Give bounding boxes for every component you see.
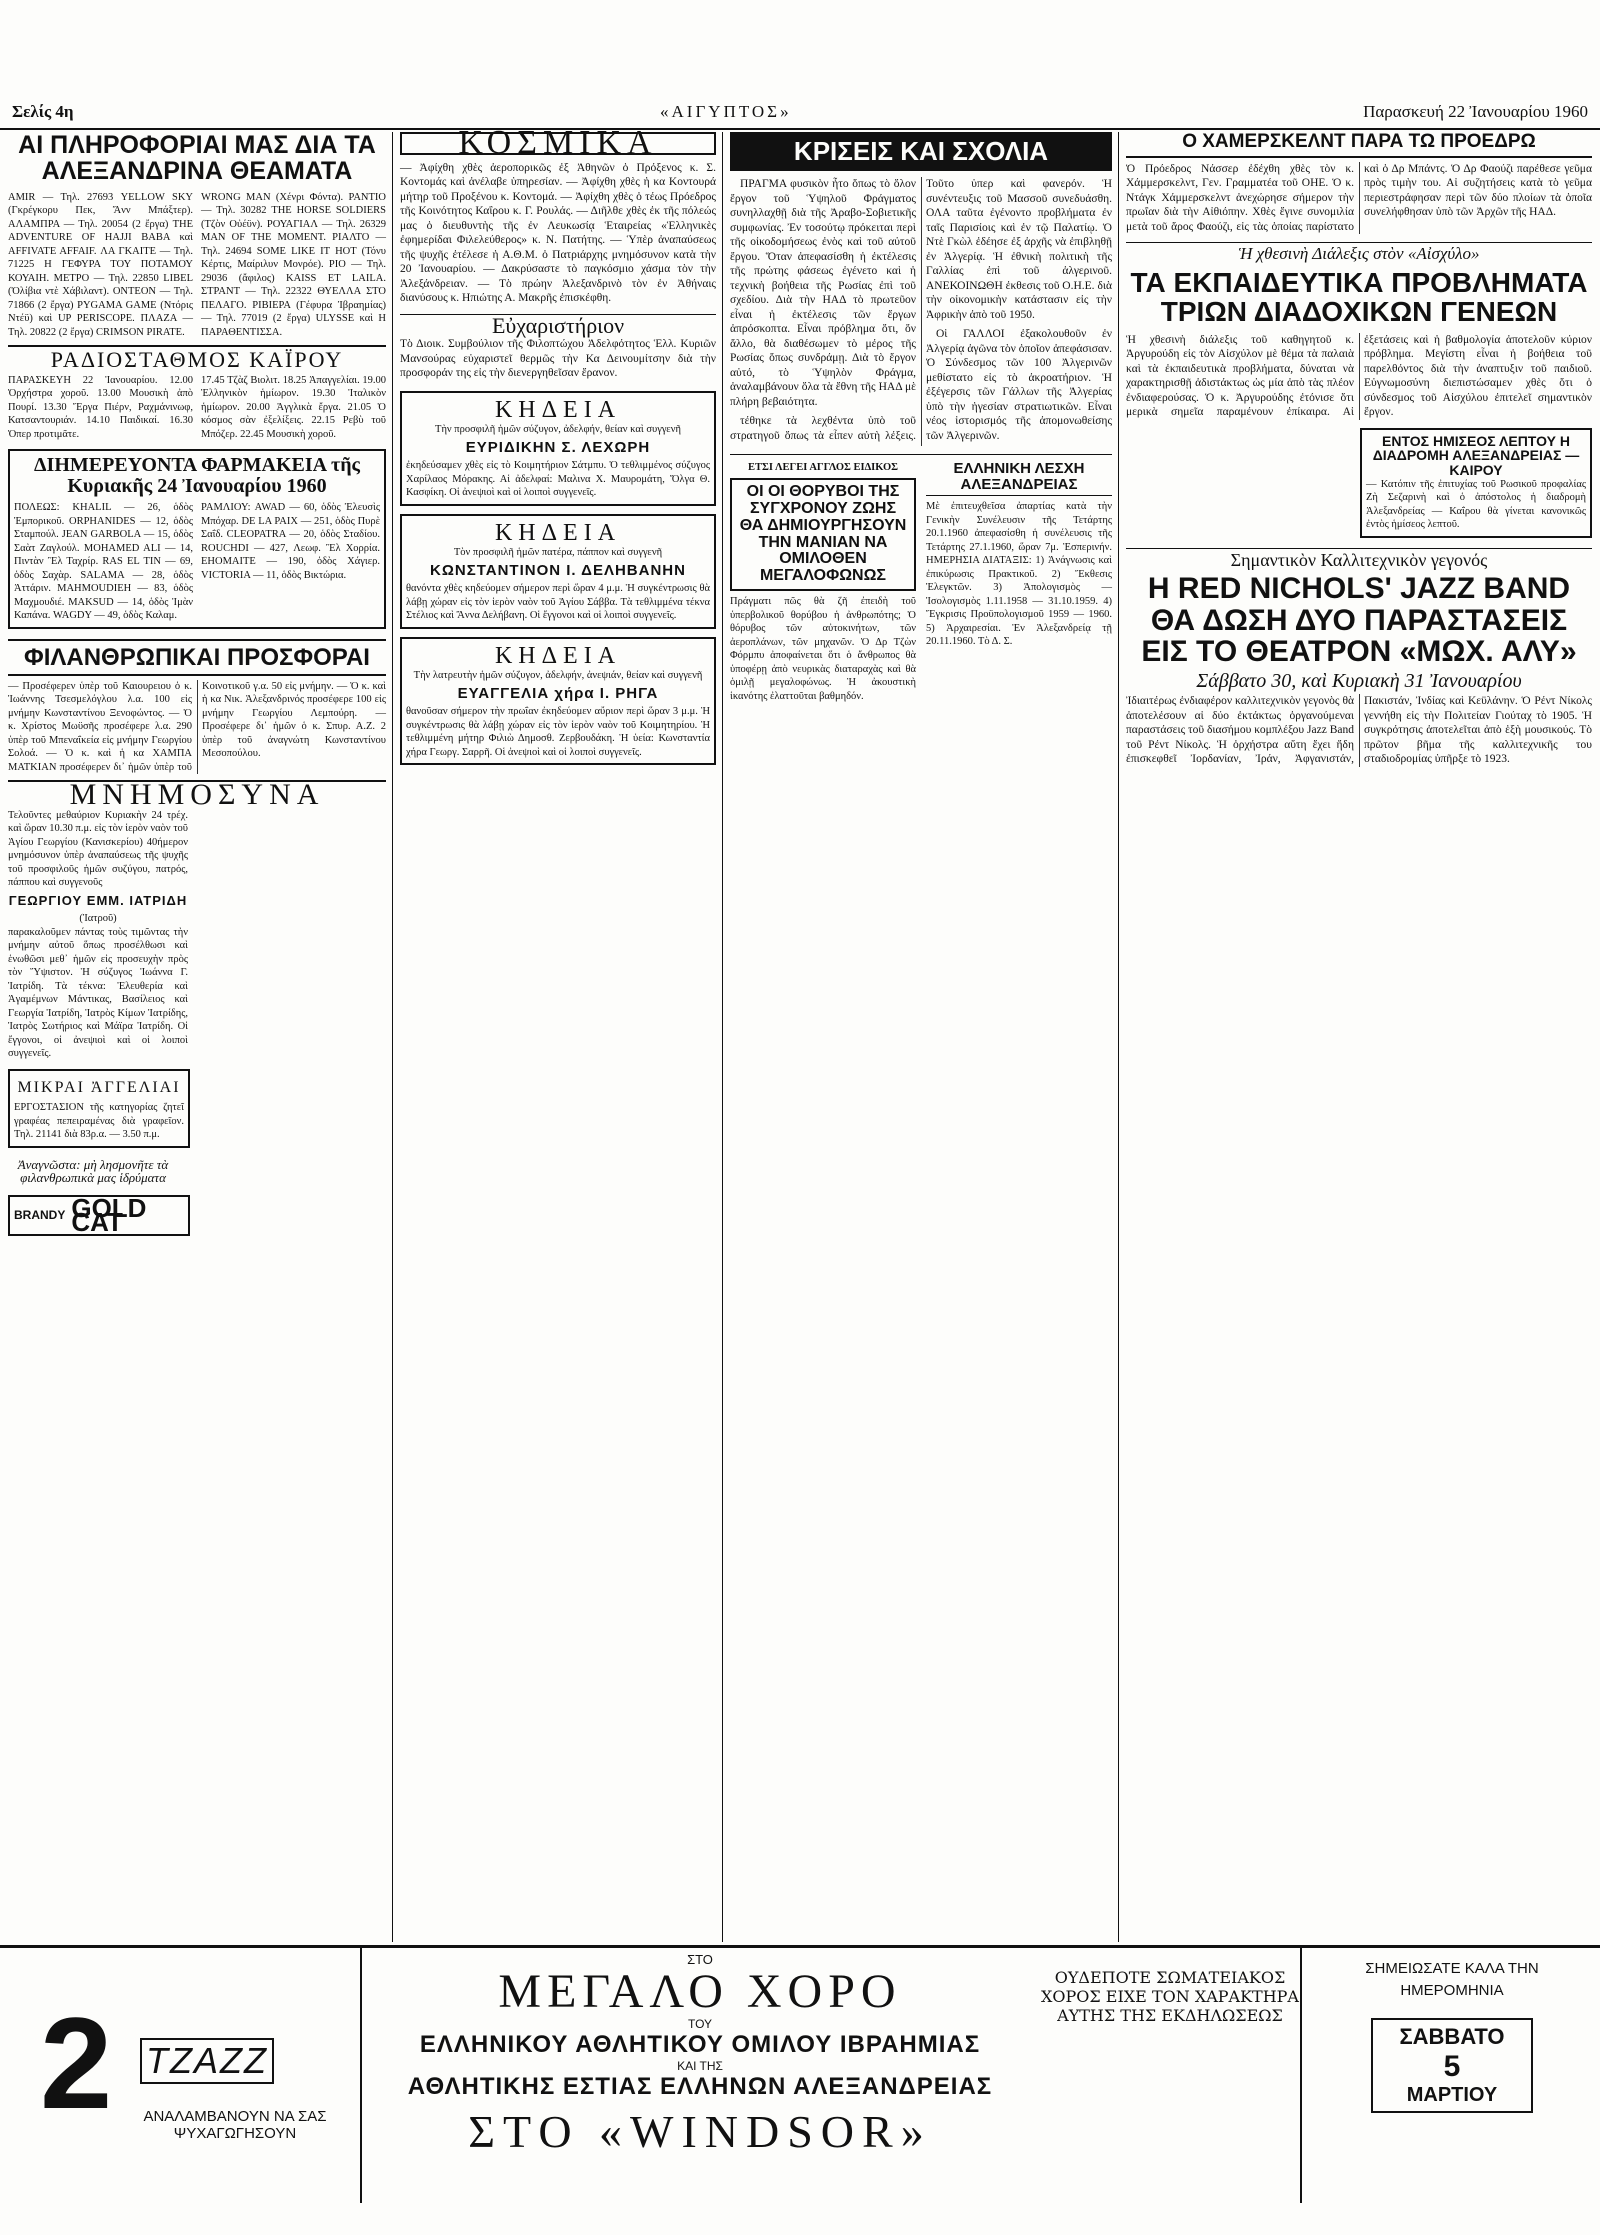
transport-headline: ΕΝΤΟΣ ΗΜΙΣΕΟΣ ΛΕΠΤΟΥ Η ΔΙΑΔΡΟΜΗ ΑΛΕΞΑΝΔΡΕΙΑΣ — ΚΑΙΡΟΥ — [1372, 432, 1580, 479]
cinema-list-right: WRONG MAN (Χένρι Φόντα). ΡΑΝΤΙΟ — Τηλ. 30282 THE HORSE SOLDIERS (Τζὸν Οὐέϋν). ΡΟΥΑΓΙΑΛ — Τηλ. 26329 MAN OF THE MOMENT. ΡΙΑΛΤΟ — Τηλ. 24694 SOME LIKE IT HOT (Τόνυ Κέρτις, Μαίριλυν Μονρόε). ΡΙΟ — Τηλ. 29036 (ἄφιλος) KAISS ET LAILA. ΣΤΡΑΝΤ — Τηλ. 22322 ΘΥΕΛΛΑ ΣΤΟ ΠΕΛΑΓΟ. ΡΙΒΙΕΡΑ (Γέφυρα Ἰβραημίας) — Τηλ. 77019 (2 ἔργα) ULYSSE καὶ Η ΠΑΡΑΘΕΝΤΙΣΣΑ. — [201, 191, 386, 338]
jazz-ad-block — [0, 1948, 362, 2203]
radio-schedule-left: ΠΑΡΑΣΚΕΥΗ 22 Ἰανουαρίου. 12.00 Ὀρχήστρα χοροῦ. 13.00 Μουσικὴ ἀπὸ Πουρί. 13.30 Ἔργα Πιέρν, Ραχμάνινωφ, Κατσαντουριάν. 14.10 Παιδικαί. 16.30 Ὀπερ προτιμᾶτε. — [8, 374, 193, 440]
funeral-name-1: ΕΥΡΙΔΙΚΗΝ Σ. ΛΕΧΩΡΗ — [465, 438, 651, 456]
page-number: Σελίς 4η — [12, 102, 74, 121]
lecture-text: Ἡ χθεσινὴ διάλεξις τοῦ καθηγητοῦ κ. Ἀργυρούδη εἰς τὸν Αἰσχύλον μὲ θέμα τὰ παλαιὰ καὶ τὰ ἐκπαιδευτικὰ προβλήματα, δύναται νὰ χαρακτηρισθῇ ἀδιστάκτως ὡς μία ἀπὸ τὰς πλέον ἐνδιαφερούσας. Ὁ κ. Ἀργυρούδης ἐτόνισε ὅτι μερικὰ σημεῖα παραμένουν ἐπίκαιρα. Αἱ ἐξετάσεις καὶ ἡ βαθμολογία ἀποτελοῦν κύριον πρόβλημα. Μεγίστη εἶναι ἡ βοήθεια τοῦ παρελθόντος διὰ τὴν ἀναπτυξιν τοῦ παιδιοῦ. Εὐγνωμοσύνη διεπιστώσαμεν χθὲς ὅτι ὁ σύνδεσμος τοῦ Αἰσχύλου ἐπιτελεῖ σημαντικὸν ἔργον. — [1126, 333, 1592, 419]
funeral-name-3: ΕΥΑΓΓΕΛΙΑ χήρα Ι. ΡΗΓΑ — [457, 684, 659, 702]
ad-date-block — [1300, 1948, 1600, 2203]
column-divider — [722, 132, 723, 1942]
social-title: ΚΟΣΜΙΚΑ — [400, 132, 716, 155]
newspaper-name: «ΑΙΓΥΠΤΟΣ» — [660, 102, 792, 121]
funeral-body-3: θανοῦσαν σήμερον τὴν πρωΐαν ἐκηδεύομεν αὔριον περὶ ὥραν 3 μ.μ. Ἡ συγκέντρωσις θὰ λάβῃ χώραν εἰς τὸν ἱερὸν ναὸν τοῦ Κοιμητηρίου. Ἡ τεθλιμμένη μήτηρ Φιλιὼ Δημοσθ. Ζερβουδάκη. Ἡ ὑεία: Κωνσταντία χήρα Γεωργ. Σαρρῆ. Οἱ ἀνεψιοὶ καὶ οἱ λοιποὶ συγγενεῖς. — [406, 706, 710, 758]
noise-kicker: ΕΤΣΙ ΛΕΓΕΙ ΑΓΓΛΟΣ ΕΙΔΙΚΟΣ — [748, 461, 898, 473]
ad-windsor: ΣΤΟ «WINDSOR» — [468, 2106, 932, 2157]
classified-ad: ΕΡΓΟΣΤΑΣΙΟΝ τῆς κατηγορίας ζητεῖ γραφέας πεπειραμένας διὰ γραφεῖον. Τηλ. 21141 διὰ 83ρ.α. — 3.50 π.μ. — [14, 1102, 184, 1141]
noise-headline: ΟΙ ΟΙ ΘΟΡΥΒΟΙ ΤΗΣ ΣΥΓΧΡΟΝΟΥ ΖΩΗΣ ΘΑ ΔΗΜΙΟΥΡΓΗΣΟΥΝ ΤΗΝ ΜΑΝΙΑΝ ΝΑ ΟΜΙΛΟΘΕΝ ΜΕΓΑΛΟΦΩΝΩΣ — [730, 478, 916, 591]
main-ad-block — [360, 1948, 1040, 2203]
ad-day: 5 — [1443, 2050, 1461, 2083]
radio-schedule-right: 17.45 Τζὰζ Βιολιτ. 18.25 Ἀπαγγελίαι. 19.00 Ἑλληνικὸν ἡμίωρον. 19.30 Ἰταλικὸν ἡμίωρον. 20.00 Ἀγγλικὰ ἔργα. 21.05 Ὁ κόσμος σὰν ἐξελίξεις. 22.15 Ρεβὺ τοῦ Μπόζερ. 22.45 Μουσικὴ χοροῦ. — [201, 374, 386, 440]
memorials-title: ΜΝΗΜΟΣΥΝΑ — [8, 780, 386, 803]
cinema-headline: ΑΙ ΠΛΗΡΟΦΟΡΙΑΙ ΜΑΣ ΔΙΑ ΤΑ ΑΛΕΞΑΝΔΡΙΝΑ ΘΕΑΜΑΤΑ — [18, 131, 376, 186]
noise-article: Πράγματι πῶς θὰ ζῆ ἐπειδὴ τοῦ ὑπερβολικοῦ θορύβου ἡ ἀνθρωπότης; Ὁ θόρυβος τῶν αὐτοκινήτων, τῶν ἀεροπλάνων, τῶν μηχανῶν. Ὁ Δρ Τζὼν Φόρμπυ ἀποφαίνεται ὅτι ὁ ἄνθρωπος θὰ ὑποφέρῃ ἀπὸ νευρικὰς διαταραχὰς καὶ θὰ ὁμιλῇ μεγαλοφώνως. Ἡ ἀκουστικὴ ἱκανότης ἐλαττοῦται βαθμηδόν. — [730, 596, 916, 702]
memorial-subtitle: (Ἰατροῦ) — [79, 913, 117, 925]
hammarskjold-headline: Ο ΧΑΜΕΡΣΚΕΛΝΤ ΠΑΡΑ ΤΩ ΠΡΟΕΔΡΩ — [1126, 132, 1592, 158]
thanks-text: Τὸ Διοικ. Συμβούλιον τῆς Φιλοπτώχου Ἀδελφότητος Ἑλλ. Κυριῶν Μανσούρας εὐχαριστεῖ θερμῶς τὴν Κα Δεινουμίτσην διὰ τὴν προσφοράν της εἰς τὴν διενεργηθεῖσαν ἔρανον. — [400, 338, 716, 379]
social-news: — Ἀφίχθη χθὲς ἀεροπορικῶς ἐξ Ἀθηνῶν ὁ Πρόξενος κ. Σ. Κοντομάς καὶ ἀνέλαβε ὑπηρεσίαν. — Ἀφίχθη χθὲς ἡ κα Κοντουρά μήτηρ τοῦ Προξένου κ. Κοντομά. — Ἀφίχθη χθὲς ὁ τέως Πρόεδρος τῆς Κοινότητος Καΐρου κ. Γ. Ρουλάς. — Διῆλθε χθὲς ἐκ τῆς πόλεώς μας ὁ διευθυντὴς τῆς ἐν Λευκωσίᾳ Ἑταιρείας «Ἑλληνικὲς ἐφημερίδαι Φιλελεύθερος» κ. Ν. Πατήτης. — Ὑπὲρ ἀναπαύσεως τῆς ψυχῆς ἐτέλεσε ἡ Α.Θ.Μ. ὁ Πατριάρχης μνημόσυνον κατὰ τὴν 20 Ἰανουαρίου. — Δακρύσαστε τὸ παγκόσμιο χάσμα τὸν τὴν Ἀλεξάνδρειαν. — Τὸ πρώην Ἀλεξανδρινὸ τὸν ἐν Ἀθήναις διανύσους κ. Ηπιώτης Α. Μακρῆς ἐπισκέφθη. — [400, 161, 716, 304]
ad-kai-tis: ΚΑΙ ΤΗΣ — [677, 2059, 723, 2073]
club-title: ΕΛΛΗΝΙΚΗ ΛΕΣΧΗ ΑΛΕΞΑΝΔΡΕΙΑΣ — [926, 461, 1112, 497]
ad-org-2: ΑΘΛΗΤΙΚΗΣ ΕΣΤΙΑΣ ΕΛΛΗΝΩΝ ΑΛΕΞΑΝΔΡΕΙΑΣ — [407, 2073, 993, 2100]
pharmacies-title: ΔΙΗΜΕΡΕΥΟΝΤΑ ΦΑΡΜΑΚΕΙΑ τῆς Κυριακῆς 24 Ἰανουαρίου 1960 — [34, 454, 360, 497]
funeral-body-2: θανόντα χθὲς κηδεύομεν σήμερον περὶ ὥραν 4 μ.μ. Ἡ συγκέντρωσις θὰ λάβῃ χώραν εἰς τὸν ἱερὸν ναὸν τοῦ Ἁγίου Σάββα. Τὰ τεθλιμμένα τέκνα Στέλιος καὶ Ἄννα Δελήβανη. Οἱ ἔγγονοι καὶ οἱ λοιποὶ συγγενεῖς. — [406, 583, 710, 621]
ad-sto: ΣΤΟ — [687, 1952, 713, 1967]
memorial-intro: Τελοῦντες μεθαύριον Κυριακὴν 24 τρέχ. καὶ ὥραν 10.30 π.μ. εἰς τὸν ἱερὸν ναὸν τοῦ Ἁγίου Γεωργίου (Κανισκερίου) 40ήμερον μνημόσυνον ὑπὲρ ἀναπαύσεως τῆς ψυχῆς τοῦ προσφιλοῦς ἡμῶν συζύγου, πατρός, πάππου καὶ συγγενοῦς — [8, 809, 188, 889]
classifieds-title: ΜΙΚΡΑΙ ἈΓΓΕΛΙΑΙ — [17, 1078, 181, 1096]
funeral-title-3: ΚΗΔΕΙΑ — [494, 642, 622, 669]
ad-note: ΣΗΜΕΙΩΣΑΤΕ ΚΑΛΑ ΤΗΝ ΗΜΕΡΟΜΗΝΙΑ — [1365, 1960, 1539, 1999]
philanthropic-text: — Προσέφερεν ὑπὲρ τοῦ Καιουρειου ὁ κ. Ἰωάννης Τσεσμελόγλου λ.α. 100 εἰς μνήμην Κωνσταντίνου Ξενοφώντος. — Ὁ κ. Χρίστος Μωϋσῆς προσέφερε λ.α. 290 ὑπὲρ τοῦ Μπεναΐκεία εἰς μνήμην Γεωργίου Σολοά. — Ὁ κ. καὶ ἡ κα ΧΑΜΠΑ ΜΑΤΚΙΑΝ προσέφερεν δι᾽ ἡμῶν ὑπὲρ τοῦ Κοινοτικοῦ γ.α. 50 εἰς μνήμην. — Ὁ κ. καὶ ἡ κα Νικ. Ἀλεξανδρινός προσέφερε 100 εἰς μνήμην Γεωργίου Λεμπούρη. — Προσέφερε δι᾽ ἡμῶν ὁ κ. Σπυρ. Α.Ζ. 2 ὑπὲρ τοῦ ἀναγνώτη Κωνσταντίνου Μεσοπούλου. — [8, 680, 386, 773]
funeral-title-1: ΚΗΔΕΙΑ — [494, 396, 622, 423]
lecture-headline: ΤΑ ΕΚΠΑΙΔΕΥΤΙΚΑ ΠΡΟΒΛΗΜΑΤΑ ΤΡΙΩΝ ΔΙΑΔΟΧΙΚΩΝ ΓΕΝΕΩΝ — [1130, 266, 1588, 328]
page-header — [0, 98, 1600, 130]
jazz-count: 2 — [40, 1990, 113, 2136]
issue-date: Παρασκευή 22 Ἰανουαρίου 1960 — [1363, 102, 1588, 121]
transport-text: — Κατόπιν τῆς ἐπιτυχίας τοῦ Ρωσικοῦ προφαλίας Ζὴ Σεζαρινὴ καὶ ὁ ἀπόστολος ἡ διαδρομὴ Ἀλεξανδρείας — Καΐρου θὰ γίνεται κανονικῶς ἐντὸς ἡμίσεος λεπτοῦ. — [1366, 478, 1586, 531]
column-divider — [392, 132, 393, 1942]
funeral-notice-1 — [400, 391, 716, 506]
funeral-title-2: ΚΗΔΕΙΑ — [494, 519, 622, 546]
thanks-title: Εὐχαριστήριον — [400, 314, 716, 334]
pharmacies-ramleh: ΡΑΜΛΙΟΥ: AWAD — 60, ὁδὸς Ἐλευσὶς Μπόχαρ. DE LA PAIX — 251, ὁδὸς Πυρὲ Σαΐδ. CLEOPATRA — 20, ὁδὸς Σταδίου. ROUCHDI — 427, Λεωφ. Ἒλ Χορρία. EHOMAITE — 190, ὁδὸς Χάγιερ. VICTORIA — 11, ὁδὸς Βικτώρια. — [201, 502, 380, 581]
jazz-dates: Σάββατο 30, καὶ Κυριακὴ 31 Ἰανουαρίου — [1196, 669, 1522, 692]
jazz-headline: Η RED NICHOLS' JAZZ BAND ΘΑ ΔΩΣΗ ΔΥΟ ΠΑΡΑΣΤΑΣΕΙΣ ΕΙΣ ΤΟ ΘΕΑΤΡΟΝ «ΜΩΧ. ΑΛΥ» — [1141, 572, 1577, 669]
editorial-text-1: ΠΡΑΓΜΑ φυσικὸν ἦτο ὅπως τὸ ὅλον ἔργον τοῦ Ὑψηλοῦ Φράγματος συνηλλαχθῇ διὰ τῆς Ἀραβο-Σοβιετικῆς συμφωνίας. Ἐν τοσούτῳ πρόκειται περὶ τῆς οἰκοδομήσεως ἐνὸς καὶ τοῦ αὐτοῦ ἔργου. Ὅταν ἀπεφασίσθη ἡ ἐκτέλεσις τῆς πρώτης φάσεως ἐγένετο καὶ ἡ τεχνικὴ βοήθεια τῆς Ρωσίας ἐπὶ τοῦ σχεδίου. Διὰ τὴν ΗΑΔ τὸ πρωτεῦον εἶναι ἡ ἐκτέλεσις τῶν ἔργων ἀπρόσκοπτα. Εἶναι πρόβλημα ὅτι, ὅν ἄλλο, θὰ διαθέσωμεν τὸ μέρος τῆς Ρωσίας ὅπως συνδράμῃ. Διὰ τὸ ἔργον αὐτό, τὸ Ὑψηλὸν Φράγμα, ἀναλαμβάνουν ὅλα τὰ ἔθνη τῆς ΗΑΔ μὲ πλήρη βεβαιότητα. — [730, 178, 916, 408]
dance-advertisement — [0, 1945, 1600, 2203]
jazz-text: Ἰδιαιτέρως ἐνδιαφέρον καλλιτεχνικὸν γεγονὸς θὰ ἀποτελέσουν αἱ δύο ἐκτάκτως ὀργανούμεναι παραστάσεις τοῦ διασήμου κομπλέξου Jazz Band τοῦ Ρέντ Νίκολς. Ἡ ὀρχήστρα αὕτη ἔχει ἤδη ἐπισκεφθεῖ Ἰορδανίαν, Ἰράν, Ἀφγανιστάν, Πακιστάν, Ἰνδίας καὶ Κεϋλάνην. Ὁ Ρέντ Νίκολς γεννήθη εἰς τὴν Πολιτείαν Γιούταχ τὸ 1905. Ἡ συγκρότησις ἀποτελεῖται ἀπὸ ἑξὴ μουσικούς. Τὸ πρῶτον βῆμα τῆς καλλιτεχνικῆς του σταδιοδρομίας ὑπῆρξε τὸ 1923. — [1126, 695, 1592, 766]
column-4 — [1126, 132, 1592, 767]
funeral-body-1: ἐκηδεύσαμεν χθὲς εἰς τὸ Κοιμητήριον Σάτμπυ. Ὁ τεθλιμμένος σύζυγος Χαρίλαος Μόρακης. Αἱ ἀδελφαί: Μαλινα Χ. Μαυρομάτη, Ὄλγα Θ. Κασφίκη. Οἱ ἀνεψιοὶ καὶ οἱ λοιποὶ συγγενεῖς. — [406, 460, 710, 498]
column-1 — [8, 132, 386, 1236]
transport-box — [1360, 428, 1592, 538]
reader-reminder: Ἀναγνῶστα: μὴ λησμονῆτε τὰ φιλανθρωπικὰ μας ἱδρύματα — [17, 1156, 169, 1186]
jazz-kicker: Σημαντικὸν Καλλιτεχνικὸν γεγονός — [1126, 548, 1592, 568]
jazz-subtext: ΑΝΑΛΑΜΒΑΝΟΥΝ ΝΑ ΣΑΣ ΨΥΧΑΓΩΓΗΣΟΥΝ — [143, 2108, 327, 2142]
memorial-body: παρακαλοῦμεν πάντας τοὺς τιμῶντας τὴν μνήμην αὐτοῦ ὅπως προσέλθωσι καὶ ἑνωθῶσι μεθ᾽ ἡμῶν εἰς προσευχὴν πρὸς τὸν Ὕψιστον. Ἡ σύζυγος Ἰωάννα Γ. Ἰατρίδη. Τὰ τέκνα: Ἐλευθερία καὶ Ἀγαμέμνων Μάντικας, Βασίλειος καὶ Γεωργία Ἰατρίδη, Ἰατρὸς Κίμων Ἰατρίδης, Ἰατρὸς Σωτήριος καὶ Μάϊρα Ἰατρίδη. Οἱ ἔγγονοι, οἱ ἀνεψιοὶ καὶ οἱ λοιποὶ συγγενεῖς. — [8, 926, 188, 1060]
gold-cat-label: GOLD CAT — [71, 1192, 147, 1238]
funeral-name-2: ΚΩΝΣΤΑΝΤΙΝΟΝ Ι. ΔΕΛΗΒΑΝΗΝ — [430, 561, 686, 579]
funeral-intro-1: Τὴν προσφιλῆ ἡμῶν σύζυγον, ἀδελφήν, θείαν καὶ συγγενῆ — [435, 424, 681, 435]
radio-title: ΡΑΔΙΟΣΤΑΘΜΟΣ ΚΑΪΡΟΥ — [50, 347, 344, 372]
editorial-title: ΚΡΙΣΕΙΣ ΚΑΙ ΣΧΟΛΙΑ — [730, 132, 1112, 171]
ad-sabbato: ΣΑΒΒΑΤΟ — [1399, 2024, 1505, 2049]
hammarskjold-text: Ὁ Πρόεδρος Νάσσερ ἐδέχθη χθὲς τὸν κ. Χάμμερσκελντ, Γεν. Γραμματέα τοῦ ΟΗΕ. Ὁ κ. Ντάγκ Χάμμερσκελντ ἀνεχώρησε σήμερον τὴν πρωΐαν διὰ τὴν Αἰθιόπην. Χθὲς ἔγινε συνομιλία μετὰ τοῦ ἄρος Φαούζι, εἰς τὰς ὁποίας παρίστατο καὶ ὁ Δρ Μπάντς. Ὁ Δρ Φαούζι παρέθεσε γεῦμα πρὸς τιμὴν του. Αἱ συζητήσεις κατὰ τὸ γεῦμα περιεστράφησαν περὶ τῶν δύο πλοίων τὰ ὁποῖα συνελήφθησαν ὑπὸ τῶν Ἀρχῶν τῆς ΗΑΔ. — [1126, 162, 1592, 233]
memorial-name: ΓΕΩΡΓΙΟΥ ΕΜΜ. ΙΑΤΡΙΔΗ — [8, 892, 188, 908]
pharmacies-city: ΠΟΛΕΩΣ: KHALIL — 26, ὁδὸς Ἐμπορικοῦ. ORPHANIDES — 12, ὁδὸς Σταμπούλ. JEAN GARBOLA — 15, ὁδὸς Σαὰτ Ζαγλούλ. MOHAMED ALI — 14, Πιντὰν Ἒλ Ταχρίρ. RAS EL TIN — 69, ὁδὸς Σαχὰρ. SALAMA — 28, ὁδὸς Ἀττάριν. MAHMOUDIEH — 83, ὁδὸς Μαχμουδιέ. MAKSUD — 14, ὁδὸς Ἰμὰν Καπάνα. WAGDY — 49, ὁδὸς Καλαμ. — [14, 502, 193, 621]
ad-megalo-xoro: ΜΕΓΑΛΟ ΧΟΡΟ — [498, 1965, 902, 2018]
column-divider — [1118, 132, 1119, 1942]
funeral-notice-2 — [400, 514, 716, 629]
editorial-text-3: τέθηκε τὰ λεχθέντα ὑπὸ τοῦ στρατηγοῦ ὅπως τὰ εἶπεν αὐτὴ λέξεις. Τοῦτο ὑπερ καὶ φανερόν. Ἡ συνέντευξις τοῦ Μασσοῦ συνεδυάσθη. ΟΛΑ ταῦτα ἐγένοντο προβλήματα ἐν ταῖς Παρισίοις καὶ ἐν τῷ Παλατίῳ. Ὁ Ντὲ Γκὼλ ἐδέησε ἐξ ἀρχῆς νὰ ἐπιβληθῇ ἐν Ἀλγερίᾳ. Ἡ ἐθνικὴ πολιτικὴ τῆς Γαλλίας ἐπὶ τοῦ ἀλγερινοῦ. ΑΝΕΚΟΙΝΩΘΗ ἐκθεσις τοῦ Ο.Η.Ε. διὰ τὴν οἰκονομικὴν κατάστασιν εἰς τὴν Ἀφρικὴν ἀπὸ τοῦ 1950. — [730, 178, 1112, 442]
column-3 — [730, 132, 1112, 703]
funeral-notice-3 — [400, 637, 716, 766]
ad-tou: ΤΟΥ — [687, 2017, 713, 2031]
column-2 — [400, 124, 716, 765]
lecture-kicker: Ἡ χθεσινὴ Διάλεξις στὸν «Αἰσχύλο» — [1126, 242, 1592, 262]
brandy-label: BRANDY — [14, 1207, 66, 1222]
funeral-intro-2: Τὸν προσφιλῆ ἡμῶν πατέρα, πάππον καὶ συγγενῆ — [453, 547, 663, 558]
funeral-intro-3: Τὴν λατρευτὴν ἡμῶν σύζυγον, ἀδελφήν, ἀνεψιάν, θείαν καὶ συγγενῆ — [413, 670, 703, 681]
cinema-list-left: AMIR — Τηλ. 27693 YELLOW SKY (Γκρέγκορυ Πεκ, Ἄνν Μπάξτερ). ΑΛΑΜΠΡΑ — Τηλ. 20054 (2 ἔργα) THE ADVENTURE OF HAJJI BABA καὶ AFFIVATE AFFAIF. ΛΑ ΓΚΑΙΤΕ — Τηλ. 71225 Η ΓΕΦΥΡΑ ΤΟΥ ΠΟΤΑΜΟΥ ΚΟΥΑΙΗ. ΜΕΤΡΟ — Τηλ. 22850 LIBEL (Ὀλίβια ντὲ Χάβιλαντ). ΟΝΤΕΟΝ — Τηλ. 71866 (2 ἔργα) PYGAMA GAME (Ντόρις Ντέϋ) καὶ UP PERISCOPE. ΠΛΑΖΑ — Τηλ. 20822 (2 ἔργα) CRIMSON PIRATE. — [8, 191, 193, 338]
brandy-ad — [8, 1192, 190, 1238]
ad-month: ΜΑΡΤΙΟΥ — [1406, 2084, 1498, 2106]
ad-org-1: ΕΛΛΗΝΙΚΟΥ ΑΘΛΗΤΙΚΟΥ ΟΜΙΛΟΥ ΙΒΡΑΗΜΙΑΣ — [419, 2031, 981, 2058]
ad-middle-right: ΟΥΔΕΠΟΤΕ ΣΩΜΑΤΕΙΑΚΟΣ ΧΟΡΟΣ ΕΙΧΕ ΤΟΝ ΧΑΡΑΚΤΗΡΑ ΑΥΤΗΣ ΤΗΣ ΕΚΔΗΛΩΣΕΩΣ — [1041, 1968, 1299, 2025]
philanthropic-title: ΦΙΛΑΝΘΡΩΠΙΚΑΙ ΠΡΟΣΦΟΡΑΙ — [8, 639, 386, 676]
jazz-label: ΤΖΑΖΖ — [140, 2038, 274, 2084]
editorial-text-2: Οἱ ΓΑΛΛΟΙ ἐξακολουθοῦν ἐν Ἀλγερίᾳ ἀγῶνα τὸν ὁποῖον ἀπεφάσισαν. Ὁ Σύνδεσμος τῶν 100 Ἀλγερινῶν μεθίστατο εἰς τὸ ἀκροατήριον. Ἡ ἐξέγερσις τῶν Γάλλων τῆς Ἀλγερίας ὑπὸ τὴν ἡγεσίαν στρατιωτικῶν. Εἶναι νέος ἱστορισμός τῆς ἀπομονωθείσης τῶν Ἀλγερινῶν. — [926, 328, 1112, 442]
club-notice: Μὲ ἐπιτευχθεῖσα ἀπαρτίας κατὰ τὴν Γενικὴν Συνέλευσιν τῆς Τετάρτης 20.1.1960 ἀπεφασίσθη ἡ συνέλευσις τῆς Τετάρτης 27.1.1960, ὥραν 7μ. Ἑσπερινήν. ΗΜΕΡΗΣΙΑ ΔΙΑΤΑΞΙΣ: 1) Ἀνάγνωσις καὶ ἐπικύρωσις Πρακτικοῦ. 2) Ἔκθεσις Ἐλεγκτῶν. 3) Ἀπολογισμὸς — Ἰσολογισμὸς 1.11.1958 — 31.10.1959. 4) Ἔγκρισις Προϋπολογισμοῦ 1959 — 1960. 5) Ἀρχαιρεσίαι. Ἐν Ἀλεξανδρείᾳ τῇ 20.11.1960. Τὸ Δ. Σ. — [926, 501, 1112, 648]
